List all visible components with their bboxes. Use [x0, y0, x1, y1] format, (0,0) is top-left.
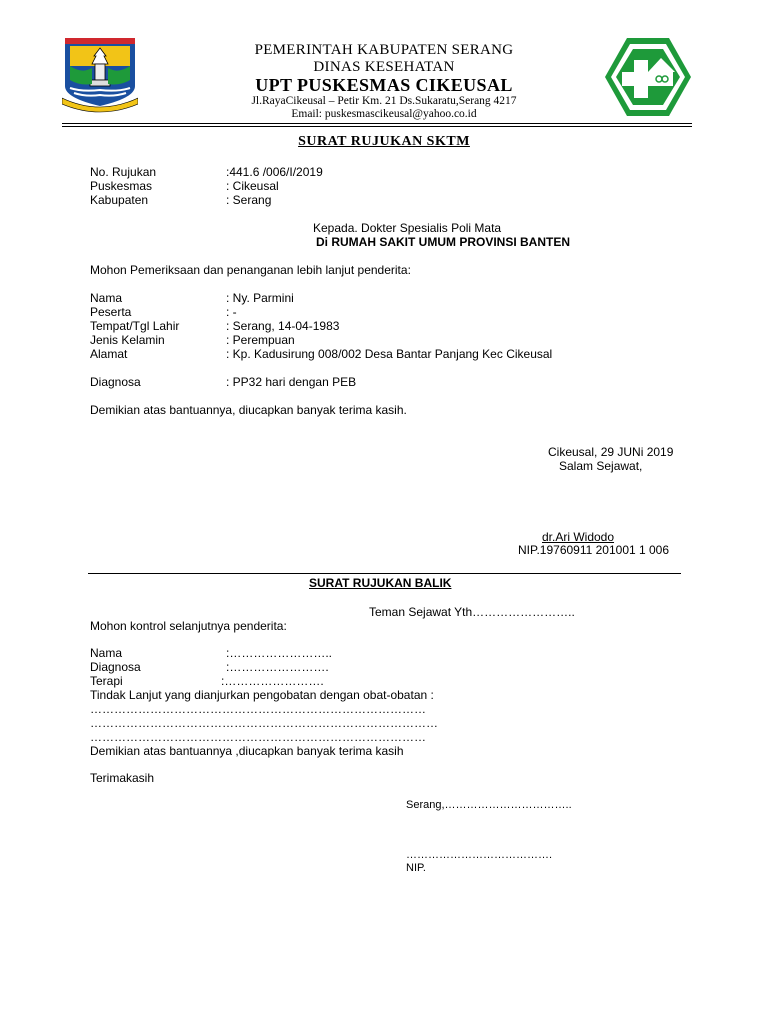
patient-gender-label: Jenis Kelamin: [90, 333, 165, 347]
closing-text: Demikian atas bantuannya, diucapkan banyak terima kasih.: [90, 403, 407, 417]
patient-name-value: : Ny. Parmini: [226, 291, 294, 305]
balik-dots-line2: ……………………………………………………………………………: [90, 716, 438, 730]
sign-name: dr.Ari Widodo: [542, 530, 615, 544]
balik-sign-line: ………………………………….: [406, 849, 553, 861]
balik-diagnosa-value: :…………………….: [226, 660, 329, 674]
intro-text: Mohon Pemeriksaan dan penanganan lebih lanjut penderita:: [90, 263, 411, 277]
ref-kabupaten-value: : Serang: [226, 193, 272, 207]
sign-greeting: Salam Sejawat,: [559, 459, 643, 473]
patient-address-value: : Kp. Kadusirung 008/002 Desa Bantar Panjang Kec Cikeusal: [226, 347, 553, 361]
balik-dots-line3: …………………………………………………………………………: [90, 730, 426, 744]
balik-terapi-label: Terapi: [90, 674, 123, 688]
document-title: SURAT RUJUKAN SKTM: [298, 134, 470, 149]
sign-nip: NIP.19760911 201001 1 006: [518, 543, 670, 557]
ref-kabupaten-label: Kabupaten: [90, 193, 149, 207]
letterhead-divider-bottom: [62, 126, 692, 127]
balik-title: SURAT RUJUKAN BALIK: [309, 576, 452, 590]
balik-closing: Demikian atas bantuannya ,diucapkan banyak terima kasih: [90, 744, 404, 758]
letterhead-address: Jl.RayaCikeusal – Petir Km. 21 Ds.Sukaratu,Serang 4217: [251, 95, 517, 107]
balik-to: Teman Sejawat Yth……………………..: [369, 605, 575, 619]
patient-peserta-value: : -: [226, 305, 237, 319]
ref-puskesmas-value: : Cikeusal: [226, 179, 279, 193]
ref-puskesmas-label: Puskesmas: [90, 179, 153, 193]
recipient-line1: Kepada. Dokter Spesialis Poli Mata: [313, 221, 502, 235]
sign-place-date: Cikeusal, 29 JUNi 2019: [548, 445, 674, 459]
patient-gender-value: : Perempuan: [226, 333, 295, 347]
diagnosa-value: : PP32 hari dengan PEB: [226, 375, 357, 389]
balik-nama-label: Nama: [90, 646, 123, 660]
patient-name-label: Nama: [90, 291, 123, 305]
balik-nama-value: :……………………..: [226, 646, 333, 660]
patient-address-label: Alamat: [90, 347, 128, 361]
balik-diagnosa-label: Diagnosa: [90, 660, 141, 674]
letterhead-institution: UPT PUSKESMAS CIKEUSAL: [255, 75, 513, 95]
balik-intro: Mohon kontrol selanjutnya penderita:: [90, 619, 287, 633]
balik-thanks: Terimakasih: [90, 771, 155, 785]
balik-nip: NIP.: [406, 862, 426, 874]
balik-terapi-value: :…………………….: [221, 674, 324, 688]
balik-tindak-lanjut: Tindak Lanjut yang dianjurkan pengobatan dengan obat-obatan :: [90, 688, 434, 702]
letterhead-divider-top: [62, 123, 692, 124]
patient-peserta-label: Peserta: [90, 305, 132, 319]
letterhead-email: Email: puskesmascikeusal@yahoo.co.id: [291, 108, 477, 120]
recipient-line2: Di RUMAH SAKIT UMUM PROVINSI BANTEN: [316, 235, 570, 249]
balik-place: Serang,……………………………..: [406, 799, 572, 811]
letterhead-department: DINAS KESEHATAN: [313, 59, 455, 75]
letterhead-government: PEMERINTAH KABUPATEN SERANG: [254, 42, 514, 58]
ref-no-label: No. Rujukan: [90, 165, 157, 179]
section-divider: [88, 573, 681, 574]
ref-no-value: :441.6 /006/I/2019: [226, 165, 323, 179]
patient-birth-label: Tempat/Tgl Lahir: [90, 319, 180, 333]
diagnosa-label: Diagnosa: [90, 375, 141, 389]
balik-dots-line1: …………………………………………………………………………: [90, 702, 426, 716]
patient-birth-value: : Serang, 14-04-1983: [226, 319, 340, 333]
